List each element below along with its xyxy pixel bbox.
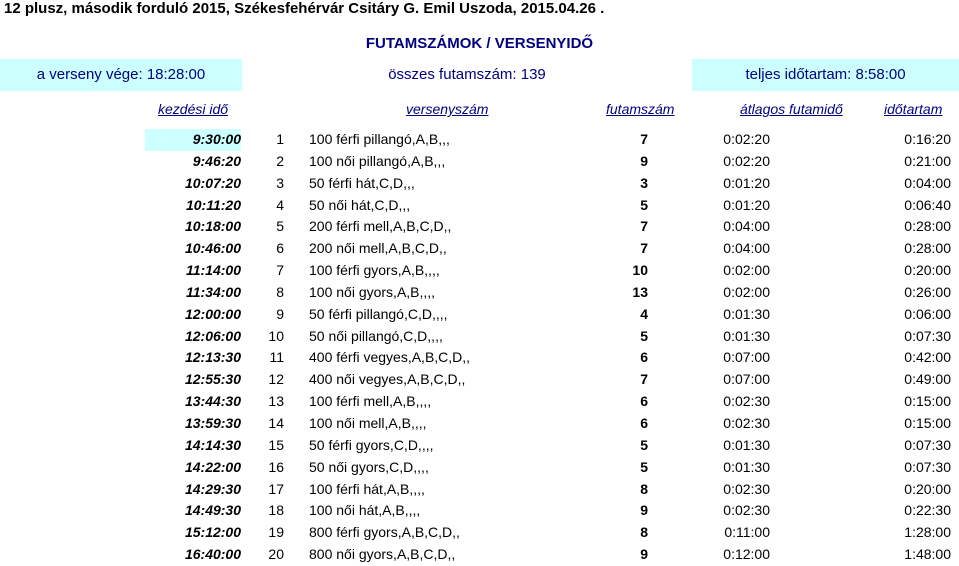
event-name-cell: 50 női pillangó,C,D,,,, <box>309 327 443 344</box>
schedule-table <box>0 129 959 566</box>
duration-cell: 0:20:00 <box>904 480 951 497</box>
summary-total-duration: teljes időtartam: 8:58:00 <box>692 59 959 91</box>
event-number-cell: 11 <box>269 349 284 366</box>
event-number-cell: 3 <box>276 174 284 191</box>
duration-cell: 0:15:00 <box>904 393 951 410</box>
event-number-cell: 15 <box>268 436 284 453</box>
average-heat-time-cell: 0:12:00 <box>723 546 770 563</box>
event-name-cell: 800 női gyors,A,B,C,D,, <box>309 546 456 563</box>
average-heat-time-cell: 0:01:30 <box>723 436 770 453</box>
start-time-cell: 12:00:00 <box>184 305 241 322</box>
duration-cell: 0:28:00 <box>904 218 951 235</box>
summary-total-heats: összes futamszám: 139 <box>388 66 546 83</box>
start-time-cell: 14:49:30 <box>184 502 241 519</box>
table-row <box>0 479 959 501</box>
heat-count-cell: 6 <box>640 414 648 431</box>
average-heat-time-cell: 0:02:00 <box>723 262 770 279</box>
table-row <box>0 238 959 260</box>
table-row <box>0 435 959 457</box>
event-number-cell: 13 <box>268 393 284 410</box>
duration-cell: 0:16:20 <box>904 131 951 147</box>
event-number-cell: 17 <box>268 480 284 497</box>
table-row <box>0 304 959 326</box>
average-heat-time-cell: 0:01:30 <box>723 327 770 344</box>
start-time-cell: 12:55:30 <box>184 371 241 388</box>
heat-count-cell: 8 <box>640 480 648 497</box>
table-row <box>0 260 959 282</box>
average-heat-time-cell: 0:07:00 <box>723 371 770 388</box>
table-row <box>0 522 959 544</box>
duration-cell: 0:15:00 <box>904 414 951 431</box>
duration-cell: 1:28:00 <box>904 524 951 541</box>
table-row <box>0 347 959 369</box>
event-number-cell: 6 <box>276 240 284 257</box>
heat-count-cell: 13 <box>632 283 648 300</box>
heat-count-cell: 9 <box>640 152 648 169</box>
duration-cell: 0:42:00 <box>904 349 951 366</box>
heat-count-cell: 9 <box>640 546 648 563</box>
table-row <box>0 413 959 435</box>
average-heat-time-cell: 0:01:30 <box>723 305 770 322</box>
heat-count-cell: 4 <box>640 305 648 322</box>
start-time-cell: 13:59:30 <box>184 414 241 431</box>
event-number-cell: 2 <box>276 152 284 169</box>
average-heat-time-cell: 0:02:30 <box>723 502 770 519</box>
average-heat-time-cell: 0:02:20 <box>723 131 770 147</box>
start-time-cell: 12:06:00 <box>184 327 241 344</box>
event-name-cell: 100 férfi pillangó,A,B,,, <box>309 131 450 147</box>
average-heat-time-cell: 0:01:30 <box>723 458 770 475</box>
table-row <box>0 500 959 522</box>
heat-count-cell: 5 <box>640 196 648 213</box>
start-time-cell: 10:11:20 <box>185 196 241 213</box>
heat-count-cell: 5 <box>640 458 648 475</box>
start-time-cell: 14:14:30 <box>184 436 241 453</box>
heat-count-cell: 3 <box>640 174 648 191</box>
event-name-cell: 100 női pillangó,A,B,,, <box>309 152 446 169</box>
average-heat-time-cell: 0:07:00 <box>723 349 770 366</box>
column-header-event: versenyszám <box>406 101 489 117</box>
table-row <box>0 326 959 348</box>
table-row <box>0 129 959 151</box>
event-number-cell: 8 <box>276 283 284 300</box>
document-title: 12 plusz, második forduló 2015, Székesfehérvár Csitáry G. Emil Uszoda, 2015.04.26 . <box>4 0 605 17</box>
event-name-cell: 200 női mell,A,B,C,D,, <box>309 240 447 257</box>
event-name-cell: 400 férfi vegyes,A,B,C,D,, <box>309 349 471 366</box>
heat-count-cell: 7 <box>640 240 648 257</box>
heat-count-cell: 5 <box>640 436 648 453</box>
heat-count-cell: 7 <box>640 218 648 235</box>
event-name-cell: 50 férfi hát,C,D,,, <box>309 174 415 191</box>
event-number-cell: 1 <box>276 131 284 147</box>
event-name-cell: 800 férfi gyors,A,B,C,D,, <box>309 524 460 541</box>
event-name-cell: 50 férfi gyors,C,D,,,, <box>309 436 434 453</box>
event-name-cell: 100 férfi hát,A,B,,,, <box>309 480 425 497</box>
duration-cell: 0:06:40 <box>904 196 951 213</box>
table-row <box>0 457 959 479</box>
start-time-cell: 14:22:00 <box>184 458 241 475</box>
event-number-cell: 4 <box>276 196 284 213</box>
heat-count-cell: 7 <box>640 131 648 147</box>
event-name-cell: 100 női mell,A,B,,,, <box>309 414 427 431</box>
average-heat-time-cell: 0:11:00 <box>724 524 770 541</box>
start-time-cell: 11:14:00 <box>185 262 241 279</box>
start-time-cell: 16:40:00 <box>184 546 241 563</box>
event-number-cell: 20 <box>268 546 284 563</box>
average-heat-time-cell: 0:02:30 <box>723 480 770 497</box>
table-row <box>0 369 959 391</box>
event-name-cell: 100 férfi gyors,A,B,,,, <box>309 262 440 279</box>
event-name-cell: 200 férfi mell,A,B,C,D,, <box>309 218 452 235</box>
event-name-cell: 50 női hát,C,D,,, <box>309 196 411 213</box>
table-row <box>0 216 959 238</box>
event-number-cell: 18 <box>268 502 284 519</box>
event-name-cell: 50 férfi pillangó,C,D,,,, <box>309 305 448 322</box>
start-time-cell: 9:30:00 <box>145 129 241 151</box>
table-row <box>0 544 959 566</box>
duration-cell: 0:28:00 <box>904 240 951 257</box>
event-name-cell: 100 női gyors,A,B,,,, <box>309 283 436 300</box>
event-name-cell: 400 női vegyes,A,B,C,D,, <box>309 371 466 388</box>
duration-cell: 0:20:00 <box>904 262 951 279</box>
duration-cell: 0:49:00 <box>904 371 951 388</box>
duration-cell: 0:07:30 <box>904 458 951 475</box>
document-subtitle: FUTAMSZÁMOK / VERSENYIDŐ <box>365 35 594 52</box>
heat-count-cell: 7 <box>640 371 648 388</box>
start-time-cell: 15:12:00 <box>184 524 241 541</box>
event-number-cell: 19 <box>268 524 284 541</box>
duration-cell: 0:26:00 <box>904 283 951 300</box>
average-heat-time-cell: 0:04:00 <box>723 240 770 257</box>
start-time-cell: 13:44:30 <box>184 393 241 410</box>
table-row <box>0 195 959 217</box>
average-heat-time-cell: 0:04:00 <box>723 218 770 235</box>
heat-count-cell: 8 <box>640 524 648 541</box>
event-name-cell: 100 női hát,A,B,,,, <box>309 502 421 519</box>
duration-cell: 0:07:30 <box>904 436 951 453</box>
event-number-cell: 10 <box>268 327 284 344</box>
duration-cell: 1:48:00 <box>904 546 951 563</box>
start-time-cell: 10:46:00 <box>184 240 241 257</box>
start-time-cell: 14:29:30 <box>184 480 241 497</box>
column-header-duration: időtartam <box>884 101 943 117</box>
event-number-cell: 12 <box>268 371 284 388</box>
start-time-cell: 11:34:00 <box>185 283 241 300</box>
duration-cell: 0:06:00 <box>904 305 951 322</box>
duration-cell: 0:04:00 <box>904 174 951 191</box>
start-time-cell: 9:46:20 <box>192 152 241 169</box>
summary-end-time: a verseny vége: 18:28:00 <box>0 59 242 91</box>
start-time-cell: 10:07:20 <box>184 174 241 191</box>
table-row <box>0 173 959 195</box>
heat-count-cell: 5 <box>640 327 648 344</box>
average-heat-time-cell: 0:01:20 <box>723 196 770 213</box>
average-heat-time-cell: 0:02:30 <box>723 393 770 410</box>
average-heat-time-cell: 0:02:30 <box>723 414 770 431</box>
average-heat-time-cell: 0:01:20 <box>723 174 770 191</box>
duration-cell: 0:07:30 <box>904 327 951 344</box>
column-header-heats: futamszám <box>606 101 675 117</box>
start-time-cell: 10:18:00 <box>184 218 241 235</box>
column-header-average-heat-time: átlagos futamidő <box>740 101 843 117</box>
heat-count-cell: 6 <box>640 393 648 410</box>
event-number-cell: 5 <box>276 218 284 235</box>
table-row <box>0 151 959 173</box>
column-header-start-time: kezdési idő <box>158 101 229 117</box>
event-number-cell: 7 <box>276 262 284 279</box>
duration-cell: 0:22:30 <box>904 502 951 519</box>
event-name-cell: 100 férfi mell,A,B,,,, <box>309 393 432 410</box>
average-heat-time-cell: 0:02:00 <box>723 283 770 300</box>
start-time-cell: 12:13:30 <box>184 349 241 366</box>
table-row <box>0 282 959 304</box>
average-heat-time-cell: 0:02:20 <box>723 152 770 169</box>
heat-count-cell: 6 <box>640 349 648 366</box>
table-row <box>0 391 959 413</box>
event-number-cell: 14 <box>268 414 284 431</box>
event-number-cell: 9 <box>276 305 284 322</box>
heat-count-cell: 10 <box>632 262 648 279</box>
event-name-cell: 50 női gyors,C,D,,,, <box>309 458 429 475</box>
event-number-cell: 16 <box>268 458 284 475</box>
heat-count-cell: 9 <box>640 502 648 519</box>
duration-cell: 0:21:00 <box>904 152 951 169</box>
